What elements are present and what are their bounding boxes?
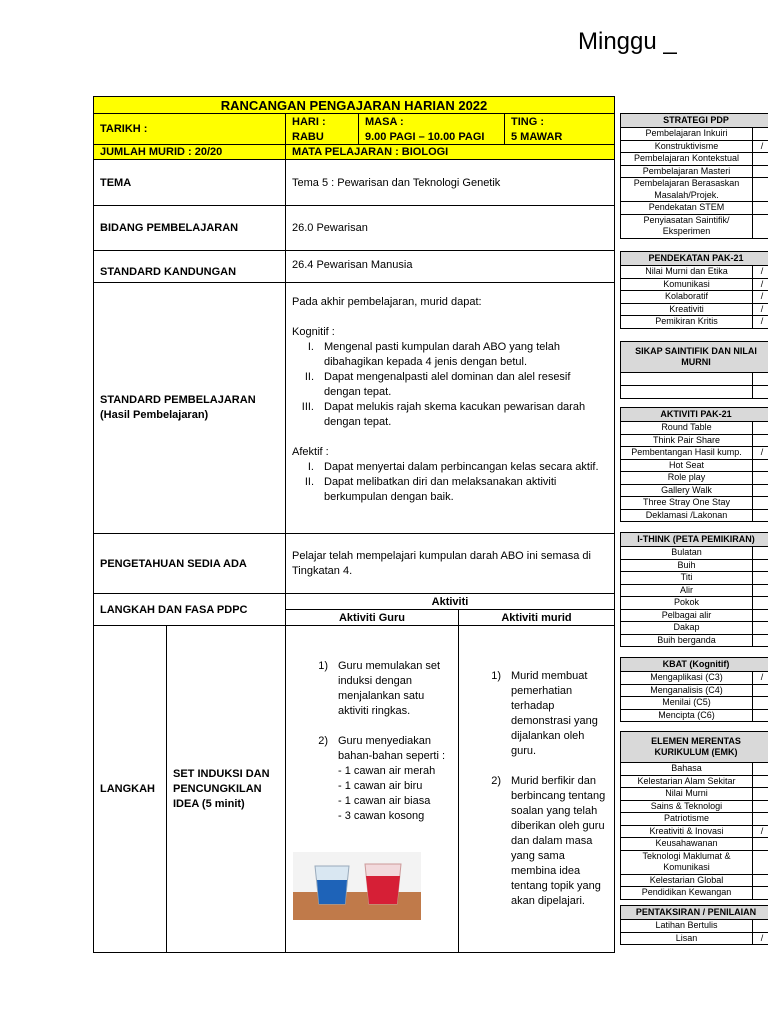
list-text: Dapat melukis rajah skema kacukan pewarisan darah dengan tepat. [324, 401, 586, 428]
checklist-row [620, 510, 768, 523]
checklist-mark [753, 178, 768, 201]
checklist-row [620, 291, 768, 304]
sk-label: STANDARD KANDUNGAN [93, 250, 286, 283]
checklist-label: Dakap [621, 622, 753, 634]
checklist-mark [753, 597, 768, 609]
sidebar-box [620, 657, 768, 722]
checklist-row [620, 635, 768, 648]
day-cell [285, 113, 359, 145]
sidebar-box [620, 251, 768, 329]
checklist-label: Pokok [621, 597, 753, 609]
checklist-label: Deklamasi /Lakonan [621, 510, 753, 522]
checklist-label: Lisan [621, 933, 753, 945]
checklist-label: Buih [621, 560, 753, 572]
checklist-label: Kolaboratif [621, 291, 753, 303]
checklist-mark [753, 622, 768, 634]
checklist-mark [753, 813, 768, 825]
sidebar-box-title: STRATEGI PDP [620, 113, 768, 128]
checklist-label: Bahasa [621, 763, 753, 775]
checklist-mark [753, 838, 768, 850]
checklist-label: Menganalisis (C4) [621, 685, 753, 697]
checklist-row [620, 266, 768, 279]
checklist-mark [753, 422, 768, 434]
checklist-label: Penyiasatan Saintifik/ Eksperimen [621, 215, 753, 238]
checklist-row [620, 447, 768, 460]
checklist-mark [753, 510, 768, 522]
checklist-row [620, 572, 768, 585]
checklist-row [620, 279, 768, 292]
checklist-label: Role play [621, 472, 753, 484]
sidebar-box [620, 407, 768, 522]
sidebar-box [620, 113, 768, 239]
checklist-label: Pembentangan Hasil kump. [621, 447, 753, 459]
checklist-label: Round Table [621, 422, 753, 434]
checklist-mark: / [760, 825, 764, 836]
checklist-label: Pelbagai alir [621, 610, 753, 622]
checklist-row [620, 838, 768, 851]
checklist-label: Bulatan [621, 547, 753, 559]
sidebar-box-title: ELEMEN MERENTAS KURIKULUM (EMK) [620, 731, 768, 763]
list-item [292, 400, 608, 430]
checklist-label: Mencipta (C6) [621, 710, 753, 722]
checklist-label: Latihan Bertulis [621, 920, 753, 932]
checklist-mark [753, 472, 768, 484]
form-value: 5 MAWAR [511, 131, 563, 143]
checklist-row [620, 215, 768, 239]
checklist-label: Pembelajaran Berasaskan Masalah/Projek. [621, 178, 753, 201]
checklist-row [620, 585, 768, 598]
checklist-row [620, 610, 768, 623]
checklist-row [620, 128, 768, 141]
checklist-row [620, 763, 768, 776]
sk-value: 26.4 Pewarisan Manusia [285, 250, 615, 283]
guru-list [292, 659, 452, 764]
day-value: RABU [292, 131, 324, 143]
day-label: HARI : [292, 116, 326, 128]
sp-content [285, 282, 615, 534]
list-number: I. [307, 341, 314, 353]
sidebar-box [620, 532, 768, 647]
checklist-label: Pembelajaran Kontekstual [621, 153, 753, 165]
checklist-row [620, 672, 768, 685]
checklist-label: Think Pair Share [621, 435, 753, 447]
list-number: 2) [318, 735, 328, 747]
checklist-mark [753, 560, 768, 572]
form-cell [504, 113, 615, 145]
list-item [292, 734, 452, 764]
list-text: Mengenal pasti kumpulan darah ABO yang telah dibahagikan kepada 4 jenis dengan betul. [324, 341, 561, 368]
checklist-mark: / [760, 140, 764, 151]
checklist-label: Gallery Walk [621, 485, 753, 497]
checklist-mark: / [760, 303, 764, 314]
checklist-row [620, 813, 768, 826]
checklist-mark [753, 128, 768, 140]
time-label: MASA : [365, 116, 404, 128]
checklist-label: Pembelajaran Inkuiri [621, 128, 753, 140]
checklist-row [620, 202, 768, 215]
checklist-row [620, 685, 768, 698]
checklist-label: Pendidikan Kewangan [621, 887, 753, 899]
checklist-row [620, 497, 768, 510]
list-item [292, 475, 608, 505]
checklist-mark [753, 788, 768, 800]
checklist-mark [753, 610, 768, 622]
checklist-mark [753, 497, 768, 509]
checklist-row [620, 622, 768, 635]
students-count: JUMLAH MURID : 20/20 [93, 144, 286, 160]
checklist-mark [753, 887, 768, 899]
sidebar-box-title: I-THINK (PETA PEMIKIRAN) [620, 532, 768, 547]
week-label: Minggu _ [578, 28, 677, 55]
bahan-item: - 1 cawan air biasa [338, 795, 431, 807]
list-item [465, 669, 608, 759]
list-text: Guru menyediakan bahan-bahan seperti : [338, 735, 446, 762]
list-item [465, 774, 608, 909]
afektif-label: Afektif : [292, 446, 329, 458]
checklist-row [620, 153, 768, 166]
kognitif-list [292, 340, 608, 430]
checklist-mark [753, 215, 768, 238]
checklist-mark: / [760, 447, 764, 457]
bahan-list [292, 764, 452, 824]
checklist-mark [753, 585, 768, 597]
checklist-row [620, 597, 768, 610]
checklist-mark [753, 697, 768, 709]
checklist-row [620, 697, 768, 710]
checklist-row [620, 887, 768, 900]
guru-activities [285, 625, 459, 953]
checklist-label: Titi [621, 572, 753, 584]
checklist-row [620, 851, 768, 875]
list-item [292, 460, 608, 475]
checklist-label: Pemikiran Kritis [621, 316, 753, 328]
checklist-mark: / [760, 316, 764, 326]
checklist-row [620, 547, 768, 560]
checklist-row [620, 875, 768, 888]
kognitif-label: Kognitif : [292, 326, 335, 338]
checklist-row [620, 472, 768, 485]
checklist-row [620, 826, 768, 839]
aktiviti-label: Aktiviti [285, 593, 615, 610]
list-number: II. [304, 476, 314, 488]
checklist-row [620, 178, 768, 202]
form-label: TING : [511, 116, 544, 128]
checklist-row [620, 141, 768, 154]
checklist-mark [753, 685, 768, 697]
checklist-mark [753, 776, 768, 788]
checklist-mark [753, 572, 768, 584]
aktiviti-murid-label: Aktiviti murid [458, 609, 615, 626]
checklist-label: Mengaplikasi (C3) [621, 672, 753, 684]
checklist-mark: / [760, 278, 764, 289]
checklist-row [620, 422, 768, 435]
checklist-row [620, 373, 768, 386]
checklist-row [620, 485, 768, 498]
checklist-mark: / [760, 266, 764, 276]
list-text: Guru memulakan set induksi dengan menjalankan satu aktiviti ringkas. [338, 660, 441, 717]
sidebar-box-title: AKTIVITI PAK-21 [620, 407, 768, 422]
checklist-label: Menilai (C5) [621, 697, 753, 709]
list-number: 1) [491, 670, 501, 682]
bahan-item: - 1 cawan air merah [338, 765, 436, 777]
time-cell [358, 113, 505, 145]
checklist-mark [753, 547, 768, 559]
list-number: 1) [318, 660, 328, 672]
murid-list [465, 669, 608, 909]
list-text: Murid berfikir dan berbincang tentang soalan yang telah diberikan oleh guru dan dalam masa yang sama membina idea tentang topik yang akan dipelajari. [511, 775, 606, 907]
checklist-label: Nilai Murni dan Etika [621, 266, 753, 278]
checklist-row [620, 435, 768, 448]
set-induksi-label: SET INDUKSI DAN PENCUNGKILAN IDEA (5 minit) [166, 625, 286, 953]
checklist-label: Pembelajaran Masteri [621, 166, 753, 178]
cups-photo [293, 852, 421, 920]
checklist-mark [753, 153, 768, 165]
tema-label: TEMA [93, 159, 286, 206]
checklist-mark: / [760, 932, 764, 943]
checklist-mark [753, 851, 768, 874]
sidebar-box [620, 731, 768, 900]
list-item [292, 659, 452, 719]
list-number: II. [304, 371, 314, 383]
list-item [292, 370, 608, 400]
checklist-label: Patriotisme [621, 813, 753, 825]
checklist-mark [753, 166, 768, 178]
bahan-item: - 1 cawan air biru [338, 780, 423, 792]
langkah-label: LANGKAH [93, 625, 167, 953]
checklist-label: Sains & Teknologi [621, 801, 753, 813]
checklist-label: Nilai Murni [621, 788, 753, 800]
checklist-row [620, 316, 768, 329]
checklist-label: Konstruktivisme [621, 141, 753, 153]
checklist-label: Alir [621, 585, 753, 597]
psa-value: Pelajar telah mempelajari kumpulan darah ABO ini semasa di Tingkatan 4. [285, 533, 615, 594]
plan-title: RANCANGAN PENGAJARAN HARIAN 2022 [93, 96, 615, 114]
checklist-row [620, 788, 768, 801]
checklist-label: Pendekatan STEM [621, 202, 753, 214]
checklist-label: Three Stray One Stay [621, 497, 753, 509]
checklist-row [620, 560, 768, 573]
list-text: Dapat melibatkan diri dan melaksanakan aktiviti berkumpulan dengan baik. [324, 476, 557, 503]
langkah-fasa-label: LANGKAH DAN FASA PDPC [93, 593, 286, 626]
list-number: 2) [491, 775, 501, 787]
checklist-label: Keusahawanan [621, 838, 753, 850]
checklist-mark [753, 386, 768, 398]
sp-label-cell [93, 282, 286, 534]
checklist-label [621, 386, 753, 398]
sp-label: STANDARD PEMBELAJARAN [100, 394, 256, 406]
checklist-mark [753, 920, 768, 932]
checklist-row [620, 166, 768, 179]
tema-value: Tema 5 : Pewarisan dan Teknologi Genetik [285, 159, 615, 206]
time-value: 9.00 PAGI – 10.00 PAGI [365, 131, 485, 143]
list-number: III. [301, 401, 314, 413]
checklist-mark [753, 460, 768, 472]
list-text: Dapat mengenalpasti alel dominan dan alel resesif dengan tepat. [324, 371, 571, 398]
checklist-label: Komunikasi [621, 279, 753, 291]
checklist-row [620, 920, 768, 933]
bahan-item: - 3 cawan kosong [338, 810, 425, 822]
checklist-row [620, 386, 768, 399]
checklist-label [621, 373, 753, 385]
list-text: Murid membuat pemerhatian terhadap demonstrasi yang dijalankan oleh guru. [511, 670, 598, 757]
list-text: Dapat menyertai dalam perbincangan kelas secara aktif. [324, 461, 599, 473]
list-number: I. [307, 461, 314, 473]
date-label: TARIKH : [93, 113, 286, 145]
checklist-label: Buih berganda [621, 635, 753, 647]
list-item [292, 340, 608, 370]
sp-label2: (Hasil Pembelajaran) [100, 409, 209, 421]
checklist-label: Hot Seat [621, 460, 753, 472]
checklist-row [620, 304, 768, 317]
checklist-label: Kelestarian Global [621, 875, 753, 887]
checklist-row [620, 776, 768, 789]
sidebar-box-title: PENTAKSIRAN / PENILAIAN [620, 905, 768, 920]
checklist-mark [753, 373, 768, 385]
checklist-label: Kreativiti & Inovasi [621, 826, 753, 838]
psa-label: PENGETAHUAN SEDIA ADA [93, 533, 286, 594]
subject-label: MATA PELAJARAN : BIOLOGI [285, 144, 615, 160]
sidebar-box-title: KBAT (Kognitif) [620, 657, 768, 672]
aktiviti-guru-label: Aktiviti Guru [285, 609, 459, 626]
checklist-mark [753, 485, 768, 497]
bidang-value: 26.0 Pewarisan [285, 205, 615, 251]
murid-activities [458, 625, 615, 953]
checklist-mark [753, 763, 768, 775]
checklist-row [620, 460, 768, 473]
checklist-mark: / [760, 291, 764, 301]
checklist-label: Kelestarian Alam Sekitar [621, 776, 753, 788]
afektif-list [292, 460, 608, 505]
checklist-label: Teknologi Maklumat & Komunikasi [621, 851, 753, 874]
sidebar-box-title: PENDEKATAN PAK-21 [620, 251, 768, 266]
checklist-mark [753, 202, 768, 214]
sidebar-box [620, 905, 768, 945]
checklist-row [620, 933, 768, 946]
sp-intro: Pada akhir pembelajaran, murid dapat: [292, 296, 482, 308]
checklist-mark [753, 435, 768, 447]
checklist-mark [753, 710, 768, 722]
checklist-row [620, 710, 768, 723]
bidang-label: BIDANG PEMBELAJARAN [93, 205, 286, 251]
checklist-mark: / [760, 672, 764, 682]
checklist-mark [753, 801, 768, 813]
checklist-mark [753, 635, 768, 647]
sidebar-box-title: SIKAP SAINTIFIK DAN NILAI MURNI [620, 341, 768, 373]
sidebar-box [620, 341, 768, 399]
checklist-row [620, 801, 768, 814]
checklist-label: Kreativiti [621, 304, 753, 316]
checklist-mark [753, 875, 768, 887]
